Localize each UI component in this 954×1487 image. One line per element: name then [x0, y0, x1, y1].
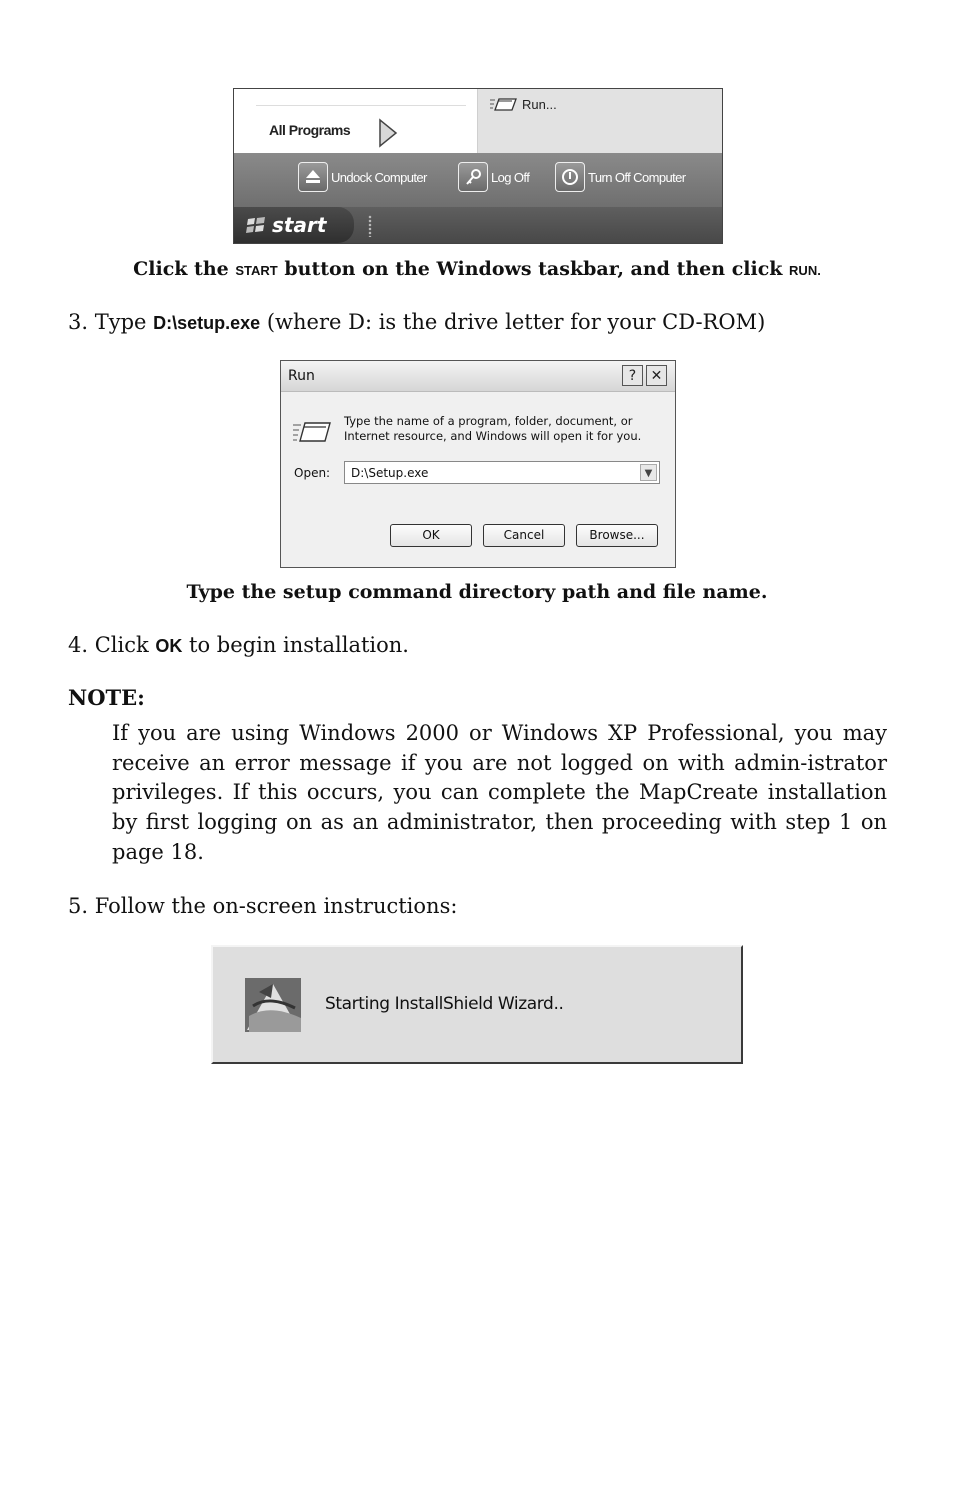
- start-button[interactable]: [234, 207, 354, 243]
- run-dialog-title: Run: [288, 368, 315, 384]
- caption1-start: START: [235, 263, 278, 278]
- step-5: 5. Follow the on-screen instructions:: [68, 894, 458, 918]
- caption1-run: RUN.: [789, 263, 821, 278]
- start-label: start: [272, 213, 327, 237]
- start-menu-screenshot: [233, 88, 723, 244]
- log-off-label: Log Off: [491, 169, 530, 185]
- taskbar-grip[interactable]: [368, 215, 372, 237]
- run-dialog: [280, 360, 676, 568]
- key-icon: [458, 162, 488, 192]
- step3-post: (where D: is the drive letter for your CD-ROM): [260, 310, 766, 334]
- power-icon: [555, 162, 585, 192]
- open-input-value: D:\Setup.exe: [351, 466, 429, 480]
- caption-setup-command: Type the setup command directory path and file name.: [186, 581, 768, 603]
- open-label: Open:: [294, 466, 331, 480]
- note-body: If you are using Windows 2000 or Windows XP Professional, you may receive an error message if you are not logged on with admin-istrator privileges. If this occurs, you can complete the MapCreate installation by first logging on as an administrator, then proceeding with step 1 on page 18.: [112, 721, 887, 864]
- step-3: [68, 310, 765, 334]
- step-4: [68, 633, 409, 657]
- chevron-down-icon[interactable]: ▼: [640, 464, 657, 481]
- browse-button[interactable]: Browse...: [576, 524, 658, 547]
- start-menu-bottom-bar: [234, 153, 722, 207]
- help-button[interactable]: ?: [622, 365, 643, 386]
- installshield-status-text: Starting InstallShield Wizard..: [325, 994, 564, 1014]
- caption-start-run: [0, 258, 954, 280]
- all-programs-arrow-icon[interactable]: [377, 118, 399, 148]
- run-desc-line2: Internet resource, and Windows will open it for you.: [344, 429, 642, 443]
- run-dialog-description: [344, 414, 644, 444]
- turn-off-label: Turn Off Computer: [588, 169, 686, 185]
- undock-label: Undock Computer: [331, 169, 427, 185]
- turn-off-computer-button[interactable]: [555, 162, 685, 192]
- windows-logo-icon: [246, 216, 266, 234]
- start-menu-right-pane: [477, 89, 723, 153]
- taskbar: [234, 207, 722, 243]
- run-dialog-titlebar: [281, 361, 675, 392]
- installshield-window: [211, 945, 743, 1064]
- ok-keyword: OK: [155, 636, 183, 656]
- step4-post: to begin installation.: [182, 633, 409, 657]
- undock-computer-button[interactable]: [298, 162, 427, 192]
- run-icon: [293, 419, 333, 445]
- step3-pre: 3. Type: [68, 310, 154, 334]
- close-button[interactable]: ✕: [646, 365, 667, 386]
- run-icon: [490, 95, 518, 113]
- run-desc-line1: Type the name of a program, folder, document, or: [344, 414, 633, 428]
- log-off-button[interactable]: [458, 162, 529, 192]
- step4-pre: 4. Click: [68, 633, 156, 657]
- caption1-text-mid: button on the Windows taskbar, and then click: [277, 258, 790, 280]
- eject-icon: [298, 162, 328, 192]
- setup-command: D:\setup.exe: [153, 313, 261, 333]
- open-input[interactable]: [344, 461, 660, 484]
- run-menu-item[interactable]: [490, 95, 557, 113]
- ok-button[interactable]: OK: [390, 524, 472, 547]
- cancel-button[interactable]: Cancel: [483, 524, 565, 547]
- installshield-logo-icon: [245, 978, 303, 1034]
- caption1-text-pre: Click the: [133, 258, 236, 280]
- start-menu-left-pane: [234, 89, 477, 153]
- note-title: NOTE:: [68, 685, 145, 710]
- run-label: Run...: [522, 96, 557, 112]
- all-programs-label[interactable]: All Programs: [269, 122, 351, 138]
